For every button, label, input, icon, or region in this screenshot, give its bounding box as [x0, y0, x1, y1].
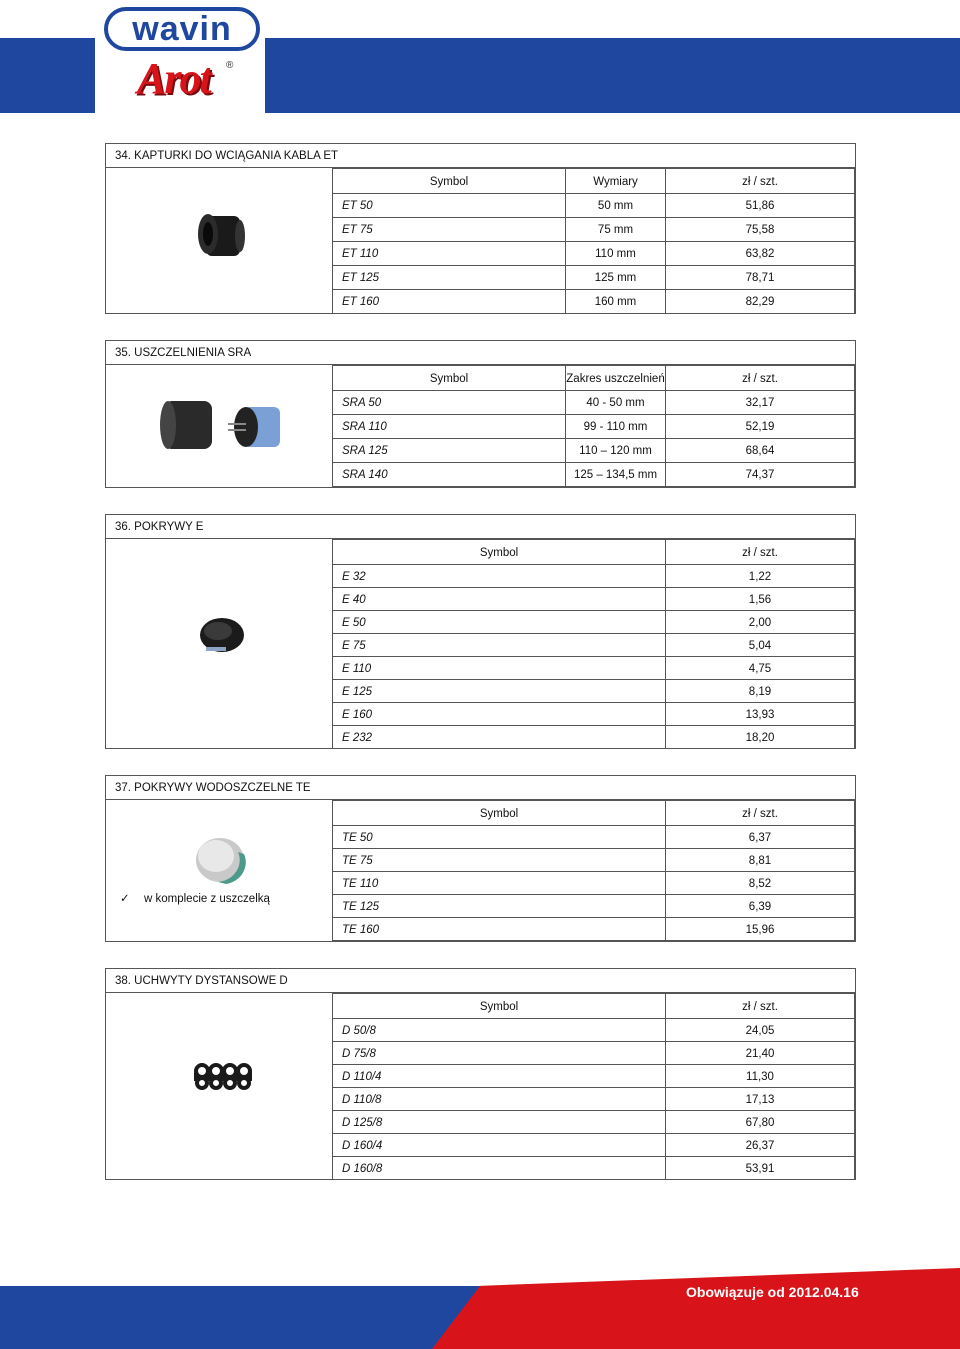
row-price: 82,29	[665, 289, 855, 314]
row-price: 13,93	[665, 702, 855, 726]
row-price: 74,37	[665, 462, 855, 487]
row-symbol: E 160	[332, 702, 666, 726]
validity-date: Obowiązuje od 2012.04.16	[686, 1284, 859, 1300]
row-price: 68,64	[665, 438, 855, 463]
row-symbol: TE 50	[332, 825, 666, 849]
row-dimension: 75 mm	[565, 217, 666, 242]
row-price: 2,00	[665, 610, 855, 634]
col-header-price: zł / szt.	[665, 539, 855, 565]
row-symbol: E 50	[332, 610, 666, 634]
product-image	[106, 539, 333, 749]
row-symbol: ET 110	[332, 241, 566, 266]
row-price: 8,19	[665, 679, 855, 703]
section-38	[105, 968, 856, 1180]
row-dimension: 50 mm	[565, 193, 666, 218]
section-35	[105, 340, 856, 488]
section-34	[105, 143, 856, 314]
cable-cap-image	[106, 168, 333, 314]
row-price: 78,71	[665, 265, 855, 290]
row-price: 8,52	[665, 871, 855, 895]
checkmark-icon: ✓	[120, 893, 130, 905]
row-price: 24,05	[665, 1018, 855, 1042]
row-symbol: TE 125	[332, 894, 666, 918]
row-price: 75,58	[665, 217, 855, 242]
row-dimension: 125 mm	[565, 265, 666, 290]
kit-note: w komplecie z uszczelką	[144, 893, 270, 905]
row-price: 6,39	[665, 894, 855, 918]
row-symbol: E 40	[332, 587, 666, 611]
row-seal-range: 110 – 120 mm	[565, 438, 666, 463]
row-symbol: D 125/8	[332, 1110, 666, 1134]
row-symbol: TE 110	[332, 871, 666, 895]
row-price: 15,96	[665, 917, 855, 941]
row-symbol: E 110	[332, 656, 666, 680]
row-symbol: TE 75	[332, 848, 666, 872]
spacer-holder-image	[106, 993, 333, 1180]
row-price: 5,04	[665, 633, 855, 657]
arot-logo: Arot	[137, 54, 210, 103]
section-title: 35. USZCZELNIENIA SRA	[106, 341, 855, 365]
row-price: 8,81	[665, 848, 855, 872]
product-image	[106, 168, 333, 314]
col-header-price: zł / szt.	[665, 800, 855, 826]
row-symbol: SRA 110	[332, 414, 566, 439]
row-symbol: D 75/8	[332, 1041, 666, 1065]
col-header-symbol: Symbol	[332, 168, 566, 194]
row-seal-range: 99 - 110 mm	[565, 414, 666, 439]
col-header-symbol: Symbol	[332, 539, 666, 565]
row-price: 51,86	[665, 193, 855, 218]
section-title: 34. KAPTURKI DO WCIĄGANIA KABLA ET	[106, 144, 855, 168]
product-image	[106, 365, 333, 488]
cover-image	[106, 539, 333, 749]
row-price: 52,19	[665, 414, 855, 439]
row-price: 63,82	[665, 241, 855, 266]
col-header-symbol: Symbol	[332, 993, 666, 1019]
row-symbol: TE 160	[332, 917, 666, 941]
product-image	[106, 800, 333, 942]
row-symbol: SRA 50	[332, 390, 566, 415]
row-seal-range: 125 – 134,5 mm	[565, 462, 666, 487]
section-title: 38. UCHWYTY DYSTANSOWE D	[106, 969, 855, 993]
row-symbol: D 110/4	[332, 1064, 666, 1088]
col-header-price: zł / szt.	[665, 365, 855, 391]
row-price: 6,37	[665, 825, 855, 849]
section-37	[105, 775, 856, 942]
row-symbol: D 50/8	[332, 1018, 666, 1042]
row-symbol: ET 75	[332, 217, 566, 242]
row-price: 32,17	[665, 390, 855, 415]
row-price: 1,56	[665, 587, 855, 611]
col-header-symbol: Symbol	[332, 800, 666, 826]
row-price: 53,91	[665, 1156, 855, 1180]
row-symbol: SRA 140	[332, 462, 566, 487]
row-price: 26,37	[665, 1133, 855, 1157]
col-header-price: zł / szt.	[665, 168, 855, 194]
row-symbol: D 110/8	[332, 1087, 666, 1111]
row-symbol: E 75	[332, 633, 666, 657]
col-header-symbol: Symbol	[332, 365, 566, 391]
row-price: 1,22	[665, 564, 855, 588]
row-price: 18,20	[665, 725, 855, 749]
row-seal-range: 40 - 50 mm	[565, 390, 666, 415]
row-price: 4,75	[665, 656, 855, 680]
section-title: 37. POKRYWY WODOSZCZELNE TE	[106, 776, 855, 800]
registered-mark: ®	[226, 60, 234, 71]
product-image	[106, 993, 333, 1180]
row-symbol: ET 50	[332, 193, 566, 218]
row-symbol: D 160/4	[332, 1133, 666, 1157]
row-symbol: D 160/8	[332, 1156, 666, 1180]
section-title: 36. POKRYWY E	[106, 515, 855, 539]
row-dimension: 110 mm	[565, 241, 666, 266]
row-price: 21,40	[665, 1041, 855, 1065]
seal-image	[106, 365, 333, 488]
row-price: 11,30	[665, 1064, 855, 1088]
row-dimension: 160 mm	[565, 289, 666, 314]
section-36	[105, 514, 856, 749]
row-symbol: E 32	[332, 564, 666, 588]
wavin-logo: wavin	[104, 7, 260, 51]
row-symbol: SRA 125	[332, 438, 566, 463]
row-symbol: E 125	[332, 679, 666, 703]
col-header-range: Zakres uszczelnień	[565, 365, 666, 391]
row-symbol: ET 125	[332, 265, 566, 290]
col-header-price: zł / szt.	[665, 993, 855, 1019]
row-symbol: ET 160	[332, 289, 566, 314]
row-price: 17,13	[665, 1087, 855, 1111]
row-price: 67,80	[665, 1110, 855, 1134]
row-symbol: E 232	[332, 725, 666, 749]
watertight-cover-image	[106, 800, 333, 942]
col-header-dimensions: Wymiary	[565, 168, 666, 194]
